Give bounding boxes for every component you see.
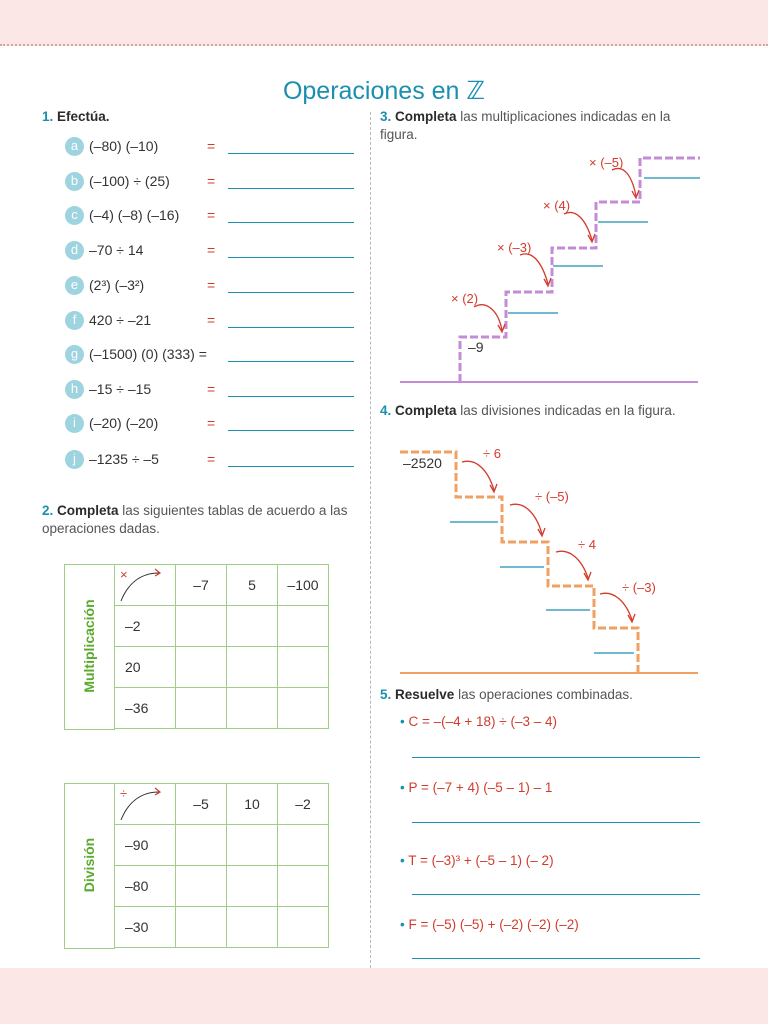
equals-sign: =: [207, 415, 216, 431]
operation-label: × (2): [451, 291, 479, 306]
operator-symbol: ×: [120, 567, 128, 582]
row-header: –2: [115, 606, 176, 647]
curve-arrow-icon: [462, 461, 494, 490]
bullet-icon: •: [400, 780, 405, 795]
page-title: Operaciones en ℤ: [282, 77, 486, 105]
item-letter-badge: f: [65, 311, 84, 330]
combined-expression: C = –(–4 + 18) ÷ (–3 – 4): [408, 714, 557, 729]
combined-operation: [400, 780, 552, 795]
column-header: –100: [278, 565, 329, 606]
section2-number: 2.: [42, 503, 54, 518]
section3-number: 3.: [380, 109, 392, 124]
answer-line[interactable]: [412, 757, 700, 758]
section5-title: Resuelve: [395, 687, 455, 702]
section3-instructions: las multiplicaciones indicadas en la figura.: [380, 109, 671, 142]
item-letter-badge: b: [65, 172, 84, 191]
operator-symbol: ÷: [120, 786, 128, 801]
equals-sign: =: [207, 451, 216, 467]
start-value: –2520: [403, 455, 442, 471]
answer-line[interactable]: [412, 958, 700, 959]
equals-sign: =: [207, 173, 216, 189]
section5-instructions: las operaciones combinadas.: [454, 687, 633, 702]
item-letter-badge: j: [65, 450, 84, 469]
bullet-icon: •: [400, 714, 405, 729]
section4-title: Completa: [395, 403, 457, 418]
curve-arrow-icon: [600, 593, 632, 620]
equals-sign: =: [207, 138, 216, 154]
item-expression: –15 ÷ –15: [89, 381, 152, 397]
item-letter-badge: c: [65, 206, 84, 225]
item-letter-badge: h: [65, 380, 84, 399]
section2-title: Completa: [57, 503, 119, 518]
operation-label: ÷ (–3): [622, 580, 656, 595]
combined-expression: F = (–5) (–5) + (–2) (–2) (–2): [408, 917, 579, 932]
combined-expression: P = (–7 + 4) (–5 – 1) – 1: [408, 780, 553, 795]
curve-arrow-icon: [556, 551, 588, 578]
curve-arrow-icon: [510, 504, 542, 534]
operation-label: ÷ 4: [578, 537, 596, 552]
combined-operation: [400, 917, 579, 932]
combined-operation: [400, 853, 554, 868]
row-header: –36: [115, 688, 176, 729]
section3-title: Completa: [395, 109, 457, 124]
row-header: –90: [115, 825, 176, 866]
start-value: –9: [468, 339, 484, 355]
item-expression: (–20) (–20): [89, 415, 159, 431]
item-expression: (2³) (–3²): [89, 277, 145, 293]
bullet-icon: •: [400, 917, 405, 932]
item-expression: (–1500) (0) (333) =: [89, 346, 207, 362]
stair-steps: [400, 452, 638, 673]
equals-sign: =: [207, 381, 216, 397]
section4-number: 4.: [380, 403, 392, 418]
section2-instructions: las siguientes tablas de acuerdo a las operaciones dadas.: [42, 503, 348, 536]
div-table-label: División: [81, 837, 97, 893]
equals-sign: =: [207, 277, 216, 293]
row-header: 20: [115, 647, 176, 688]
equals-sign: =: [207, 312, 216, 328]
answer-line[interactable]: [412, 894, 700, 895]
bullet-icon: •: [400, 853, 405, 868]
column-header: 5: [227, 565, 278, 606]
operation-label: ÷ 6: [483, 446, 501, 461]
item-letter-badge: g: [65, 345, 84, 364]
operation-label: × (–5): [589, 155, 624, 170]
operation-label: ÷ (–5): [535, 489, 569, 504]
item-letter-badge: i: [65, 414, 84, 433]
item-expression: –70 ÷ 14: [89, 242, 144, 258]
row-header: –30: [115, 907, 176, 948]
operation-label: × (–3): [497, 240, 532, 255]
item-expression: –1235 ÷ –5: [89, 451, 159, 467]
section1-number: 1.: [42, 109, 54, 124]
section1-title: Efectúa.: [57, 109, 110, 124]
section5-heading: [380, 686, 700, 704]
item-expression: (–100) ÷ (25): [89, 173, 170, 189]
section5-number: 5.: [380, 687, 392, 702]
column-header: 10: [227, 784, 278, 825]
column-header: –2: [278, 784, 329, 825]
column-header: –7: [176, 565, 227, 606]
item-expression: (–80) (–10): [89, 138, 159, 154]
row-header: –80: [115, 866, 176, 907]
item-expression: 420 ÷ –21: [89, 312, 152, 328]
combined-expression: T = (–3)³ + (–5 – 1) (– 2): [408, 853, 554, 868]
operation-label: × (4): [543, 198, 571, 213]
mult-table-label: Multiplicación: [81, 599, 97, 693]
item-letter-badge: d: [65, 241, 84, 260]
item-expression: (–4) (–8) (–16): [89, 207, 180, 223]
column-header: –5: [176, 784, 227, 825]
equals-sign: =: [207, 207, 216, 223]
item-letter-badge: e: [65, 276, 84, 295]
combined-operation: [400, 714, 557, 729]
answer-line[interactable]: [412, 822, 700, 823]
item-letter-badge: a: [65, 137, 84, 156]
equals-sign: =: [207, 242, 216, 258]
section4-instructions: las divisiones indicadas en la figura.: [456, 403, 676, 418]
